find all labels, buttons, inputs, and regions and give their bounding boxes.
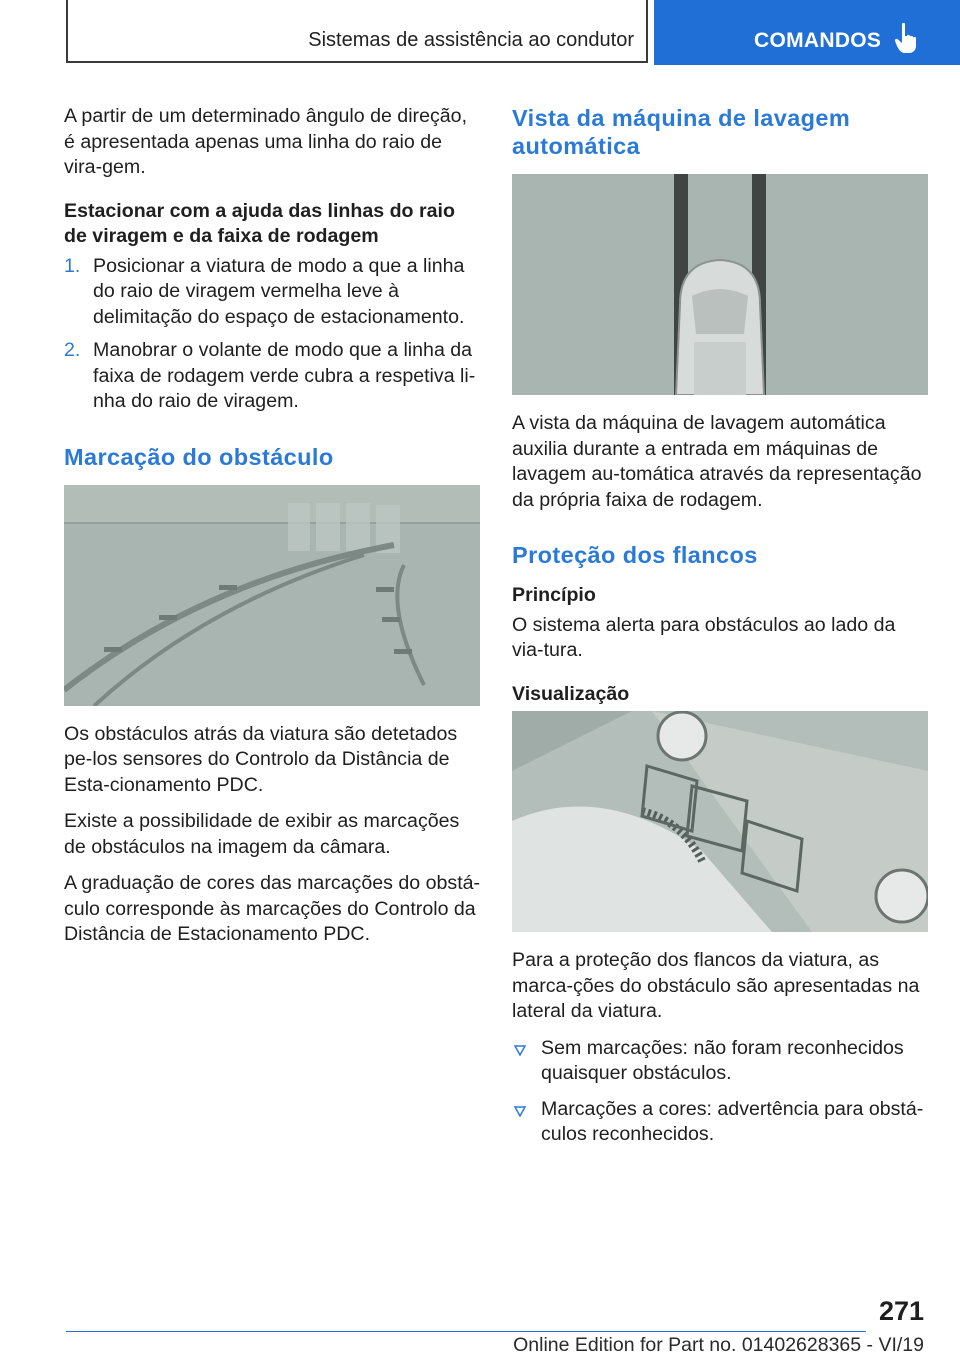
parking-heading: Estacionar com a ajuda das linhas do raio de viragem e da faixa de rodagem [64, 199, 455, 247]
bullet-text: Marcações a cores: advertência para obstá-culos reconhecidos. [541, 1097, 924, 1145]
chapter-tab [654, 0, 960, 65]
obstacle-heading: Marcação do obstáculo [64, 443, 334, 470]
list-item [512, 1097, 928, 1148]
pointing-hand-icon [894, 22, 918, 54]
section-title: Sistemas de assistência ao condutor [308, 29, 634, 51]
obstacle-marking-illustration [64, 485, 480, 706]
step-text: Posicionar a viatura de modo a que a linha do raio de viragem vermelha leve à delimitação do espaço de estacionamento. [93, 254, 465, 328]
step-number: 1. [64, 254, 81, 277]
bullet-text: Sem marcações: não foram reconhecidos quaisquer obstáculos. [541, 1036, 904, 1084]
list-item [64, 338, 482, 415]
triangle-bullet-icon [514, 1106, 526, 1117]
chapter-tab-label: COMANDOS [754, 29, 882, 52]
obstacle-paragraph-1: Os obstáculos atrás da viatura são detetados pe-los sensores do Controlo da Distância de Esta-cionamento PDC. [64, 722, 458, 796]
list-item [512, 1036, 928, 1087]
left-column [64, 104, 482, 959]
parking-steps [64, 254, 482, 415]
obstacle-paragraph-2: Existe a possibilidade de exibir as marcações de obstáculos na imagem da câmara. [64, 810, 460, 858]
obstacle-paragraph-3: A graduação de cores das marcações do obstá-culo corresponde às marcações do Controlo da Distância de Estacionamento PDC. [64, 872, 481, 945]
footer-divider [66, 1331, 866, 1332]
footer-edition: Online Edition for Part no. 01402628365 - VI/19 [513, 1334, 924, 1356]
marking-bullets [512, 1036, 928, 1148]
step-text: Manobrar o volante de modo que a linha da faixa de rodagem verde cubra a respetiva li-nha do raio de viragem. [93, 339, 476, 412]
flank-protection-illustration [512, 711, 928, 932]
step-number: 2. [64, 339, 81, 361]
flank-heading: Proteção dos flancos [512, 542, 758, 568]
display-paragraph: Para a proteção dos flancos da viatura, as marca-ções do obstáculo são apresentadas na lateral da viatura. [512, 949, 920, 1022]
display-heading: Visualização [512, 682, 630, 705]
intro-paragraph: A partir de um determinado ângulo de direção, é apresentada apenas uma linha do raio de vira-gem. [64, 105, 468, 178]
right-column [512, 104, 928, 1158]
principle-paragraph: O sistema alerta para obstáculos ao lado da via-tura. [512, 613, 896, 661]
principle-heading: Princípio [512, 584, 596, 606]
header-box [66, 0, 648, 63]
carwash-paragraph: A vista da máquina de lavagem automática auxilia durante a entrada em máquinas de lavagem au-tomática através da representação da própria faixa de rodagem. [512, 412, 922, 511]
page-number: 271 [878, 1296, 924, 1326]
carwash-view-illustration [512, 174, 928, 395]
list-item [64, 254, 482, 331]
carwash-heading: Vista da máquina de lavagem automática [512, 105, 851, 159]
triangle-bullet-icon [514, 1045, 526, 1056]
